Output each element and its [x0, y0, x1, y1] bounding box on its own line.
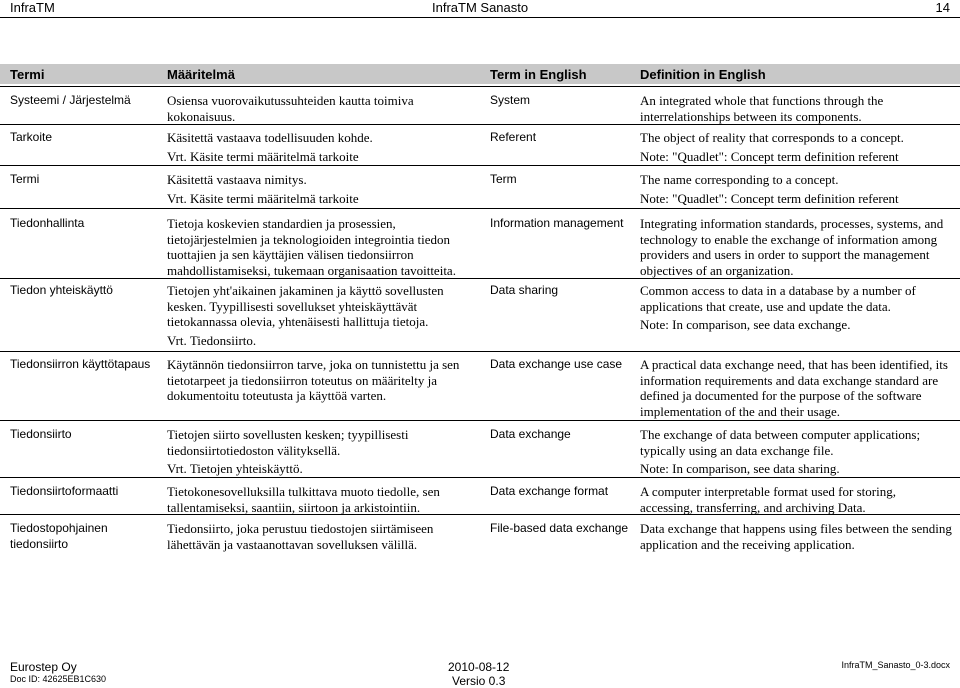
row-term-english — [490, 93, 635, 109]
row-definition-text: Tiedonsiirto, joka perustuu tiedostojen siirtämiseen lähettävän ja vastaanottavan sovelluksen välillä. — [167, 521, 434, 552]
row-definition — [167, 93, 485, 124]
footer-date: 2010-08-12 — [448, 660, 510, 674]
row-definition-english-text: Note: In comparison, see data exchange. — [640, 317, 851, 332]
row-divider — [0, 124, 960, 125]
row-definition-text: Tietojen siirto sovellusten kesken; tyypillisesti tiedonsiirtotiedoston välityksellä. — [167, 427, 409, 458]
row-term-text: Tiedostopohjainen tiedonsiirto — [10, 521, 108, 551]
row-term-english — [490, 427, 635, 443]
row-definition-text: Osiensa vuorovaikutussuhteiden kautta toimiva kokonaisuus. — [167, 93, 414, 124]
row-definition-english-text: The name corresponding to a concept. — [640, 172, 839, 187]
row-definition-english-text: Note: "Quadlet": Concept term definition referent — [640, 148, 899, 164]
row-term — [10, 357, 162, 373]
page-number: 14 — [935, 0, 950, 15]
row-definition-english-text: A practical data exchange need, that has been identified, its information requirements and data exchange standard are defined ja documented for the purpose of the software implementation of the and their usage. — [640, 357, 948, 419]
page-footer — [0, 660, 960, 688]
row-term-text: Tiedonsiirron käyttötapaus — [10, 357, 151, 371]
row-definition — [167, 357, 485, 404]
row-term-english-text: Data exchange use case — [490, 357, 623, 371]
row-divider — [0, 351, 960, 352]
row-term-text: Termi — [10, 172, 40, 186]
row-term-english — [490, 172, 635, 188]
row-definition-english — [640, 130, 952, 164]
row-term-english — [490, 484, 635, 500]
row-definition-english-text: Note: "Quadlet": Concept term definition referent — [640, 190, 899, 206]
row-term-english — [490, 216, 635, 232]
row-divider — [0, 477, 960, 478]
row-definition-english — [640, 283, 952, 333]
row-divider — [0, 86, 960, 87]
header-left: InfraTM — [10, 0, 55, 15]
row-term-english-text: Data sharing — [490, 283, 559, 297]
row-term — [10, 521, 162, 552]
row-definition — [167, 130, 485, 164]
row-term-english-text: Data exchange — [490, 427, 571, 441]
row-term-text: Tiedon yhteiskäyttö — [10, 283, 113, 297]
row-divider — [0, 278, 960, 279]
row-definition-text: Käsitettä vastaava nimitys. — [167, 172, 307, 187]
row-definition-text: Vrt. Tiedonsiirto. — [167, 332, 257, 348]
row-term-english — [490, 521, 635, 537]
row-definition-english-text: The object of reality that corresponds to a concept. — [640, 130, 904, 145]
row-definition-english-text: Note: In comparison, see data sharing. — [640, 461, 840, 476]
row-definition — [167, 172, 485, 206]
row-term-text: Tiedonhallinta — [10, 216, 85, 230]
row-term — [10, 216, 162, 232]
row-term-english-text: File-based data exchange — [490, 521, 629, 535]
row-term — [10, 172, 162, 188]
row-term-english-text: Referent — [490, 130, 537, 144]
row-definition — [167, 484, 485, 515]
header-title: InfraTM Sanasto — [432, 0, 529, 15]
row-definition-english — [640, 484, 952, 515]
row-definition-english-text: A computer interpretable format used for storing, accessing, transferring, and archiving Data. — [640, 484, 896, 515]
footer-company: Eurostep Oy — [10, 660, 77, 674]
row-definition-english — [640, 521, 952, 552]
table-header — [0, 64, 960, 84]
row-divider — [0, 165, 960, 166]
row-definition — [167, 283, 485, 348]
row-definition-english-text: Common access to data in a database by a number of applications that create, use and update the data. — [640, 283, 916, 314]
row-definition — [167, 427, 485, 477]
row-term-english-text: Term — [490, 172, 517, 186]
row-definition-english-text: Data exchange that happens using files between the sending application and the receiving application. — [640, 521, 952, 552]
row-definition-english-text: The exchange of data between computer applications; typically using an data exchange file. — [640, 427, 921, 458]
row-definition-english — [640, 172, 952, 206]
row-term-english — [490, 130, 635, 146]
row-term-text: Systeemi / Järjestelmä — [10, 93, 131, 107]
column-header-definition-english: Definition in English — [640, 67, 766, 82]
row-definition-text: Vrt. Käsite termi määritelmä tarkoite — [167, 190, 359, 206]
row-definition-text: Tietokonesovelluksilla tulkittava muoto tiedolle, sen tallentamiseksi, saantiin, siirtoon ja arkistointiin. — [167, 484, 440, 515]
row-term — [10, 283, 162, 299]
row-term-text: Tiedonsiirtoformaatti — [10, 484, 119, 498]
row-definition-text: Vrt. Tietojen yhteiskäyttö. — [167, 461, 303, 476]
row-term-english — [490, 283, 635, 299]
row-definition-text: Käytännön tiedonsiirron tarve, joka on tunnistettu ja sen tietotarpeet ja tiedonsiirron toteutus on määritelty ja dokumentoitu toteutusta ja käyttöä varten. — [167, 357, 460, 403]
footer-filename: InfraTM_Sanasto_0-3.docx — [841, 660, 950, 670]
row-term-english-text: System — [490, 93, 531, 107]
row-definition — [167, 216, 485, 278]
row-term — [10, 484, 162, 500]
row-term-english-text: Information management — [490, 216, 624, 230]
row-divider — [0, 420, 960, 421]
row-definition-english — [640, 93, 952, 124]
column-header-termi: Termi — [10, 67, 45, 82]
row-term-text: Tiedonsiirto — [10, 427, 72, 441]
column-header-term-english: Term in English — [490, 67, 587, 82]
row-definition-english-text: An integrated whole that functions through the interrelationships between its components. — [640, 93, 884, 124]
footer-version: Versio 0.3 — [452, 674, 506, 688]
row-term — [10, 93, 162, 109]
row-definition-english-text: Integrating information standards, processes, systems, and technology to enable the exchange of information among providers and users in order to support the management objectives of an organization. — [640, 216, 944, 278]
row-term-english — [490, 357, 635, 373]
page-header — [0, 0, 960, 18]
footer-doc-id: Doc ID: 42625EB1C630 — [10, 674, 107, 684]
row-definition — [167, 521, 485, 552]
row-definition-text: Käsitettä vastaava todellisuuden kohde. — [167, 130, 373, 145]
row-definition-text: Tietojen yht'aikainen jakaminen ja käyttö sovellusten kesken. Tyypillisesti sovellukset yhteiskäyttävät tietokannassa olevia, yhtenäisesti hallittuja tietoja. — [167, 283, 444, 329]
row-definition-english — [640, 216, 952, 278]
column-header-maaritelma: Määritelmä — [167, 67, 235, 82]
row-term — [10, 130, 162, 146]
row-term — [10, 427, 162, 443]
row-definition-text: Vrt. Käsite termi määritelmä tarkoite — [167, 148, 359, 164]
row-definition-text: Tietoja koskevien standardien ja prosessien, tietojärjestelmien ja teknologioiden integrointia tiedon tuottajien ja sen käyttäjien välisen tiedonsiirron mahdollistamiseksi, tukemaan organisaation tavoitteita. — [167, 216, 456, 278]
row-term-english-text: Data exchange format — [490, 484, 609, 498]
row-definition-english — [640, 357, 952, 419]
row-term-text: Tarkoite — [10, 130, 53, 144]
row-divider — [0, 208, 960, 209]
row-definition-english — [640, 427, 952, 477]
